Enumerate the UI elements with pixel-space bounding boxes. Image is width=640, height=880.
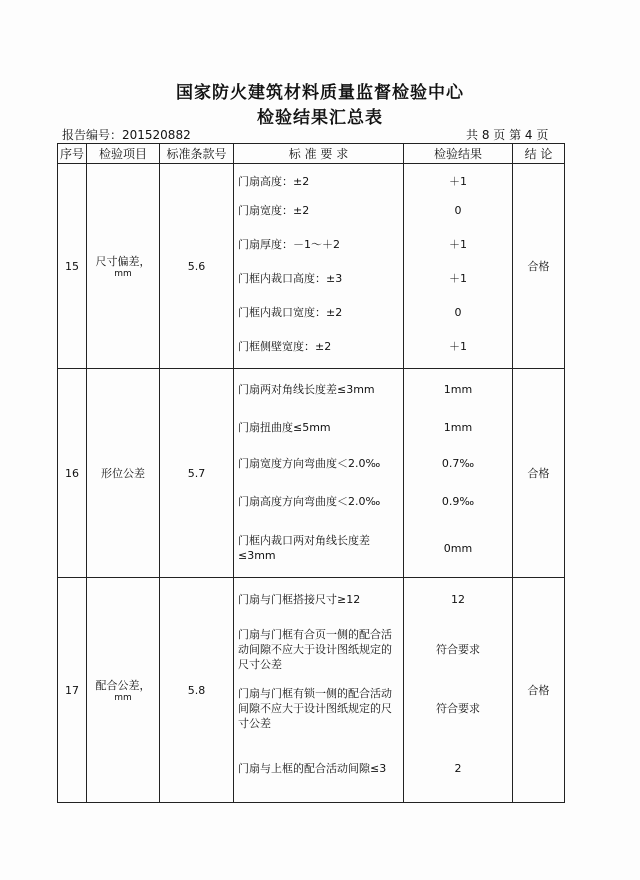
- result-value: ＋1: [449, 237, 467, 251]
- result-value: 0.9‰: [441, 494, 475, 508]
- requirement-text: 门扇宽度方向弯曲度＜2.0‰: [238, 457, 381, 470]
- test-item: [87, 164, 160, 369]
- results-table: [57, 143, 565, 803]
- header-clause: 标准条款号: [160, 144, 234, 164]
- row-number: 16: [58, 369, 87, 578]
- row-number: 15: [58, 164, 87, 369]
- result-value: ＋1: [449, 339, 467, 353]
- document-title: 国家防火建筑材料质量监督检验中心: [176, 83, 464, 103]
- requirement-text: 门扇与门框有合页一侧的配合活动间隙不应大于设计图纸规定的尺寸公差: [238, 627, 392, 671]
- result-cell: [404, 164, 513, 369]
- page-info: 共 8 页 第 4 页: [466, 128, 549, 142]
- header-no: 序号: [58, 144, 87, 164]
- requirement-cell: [234, 369, 404, 578]
- result-value: 0: [454, 203, 462, 217]
- requirement-text: 门框内裁口高度：±3: [238, 271, 343, 285]
- conclusion: 合格: [513, 578, 565, 803]
- result-value: 1mm: [443, 382, 473, 396]
- test-item-unit: mm: [114, 269, 132, 279]
- table-row-16: [58, 369, 565, 578]
- header-result: 检验结果: [404, 144, 513, 164]
- result-cell: [404, 369, 513, 578]
- result-value: 0mm: [443, 541, 473, 555]
- requirement-text: 门框内裁口宽度：±2: [238, 305, 343, 319]
- header-requirement: 标 准 要 求: [234, 144, 404, 164]
- requirement-text: 门框内裁口两对角线长度差≤3mm: [238, 534, 370, 562]
- test-item: [87, 578, 160, 803]
- row-number: 17: [58, 578, 87, 803]
- requirement-text: 门扇与门框搭接尺寸≥12: [238, 592, 361, 606]
- test-item-name: 尺寸偏差，: [95, 255, 151, 268]
- result-value: ＋1: [449, 174, 467, 188]
- test-item-name: 形位公差: [101, 467, 145, 480]
- document-subtitle: 检验结果汇总表: [257, 108, 383, 128]
- result-cell: [404, 578, 513, 803]
- result-value: 0.7‰: [441, 457, 475, 470]
- result-value: 12: [451, 592, 465, 606]
- test-item: [87, 369, 160, 578]
- requirement-text: 门扇两对角线长度差≤3mm: [238, 382, 375, 396]
- header-row: [58, 144, 565, 164]
- requirement-text: 门扇扭曲度≤5mm: [238, 420, 331, 434]
- report-number: 报告编号：201520882: [62, 128, 191, 142]
- table-row-15: [58, 164, 565, 369]
- result-value: 符合要求: [436, 701, 480, 715]
- requirement-text: 门扇高度方向弯曲度＜2.0‰: [238, 494, 381, 508]
- test-item-unit: mm: [114, 693, 132, 703]
- test-item-name: 配合公差，: [95, 679, 151, 692]
- table-row-17: [58, 578, 565, 803]
- clause-number: 5.7: [160, 369, 234, 578]
- result-value: 0: [454, 305, 462, 319]
- result-value: ＋1: [449, 271, 467, 285]
- requirement-cell: [234, 578, 404, 803]
- conclusion: 合格: [513, 164, 565, 369]
- header-conclusion: 结 论: [513, 144, 565, 164]
- result-value: 1mm: [443, 420, 473, 434]
- requirement-text: 门扇高度：±2: [238, 174, 310, 188]
- requirement-text: 门扇与上框的配合活动间隙≤3: [238, 761, 387, 775]
- requirement-text: 门扇宽度：±2: [238, 203, 310, 217]
- result-value: 符合要求: [436, 642, 480, 656]
- clause-number: 5.6: [160, 164, 234, 369]
- clause-number: 5.8: [160, 578, 234, 803]
- requirement-text: 门扇厚度：－1～＋2: [238, 237, 340, 251]
- header-item: 检验项目: [87, 144, 160, 164]
- requirement-text: 门框侧壁宽度：±2: [238, 339, 332, 353]
- result-value: 2: [454, 761, 462, 775]
- requirement-text: 门扇与门框有锁一侧的配合活动间隙不应大于设计图纸规定的尺寸公差: [238, 686, 392, 730]
- requirement-cell: [234, 164, 404, 369]
- conclusion: 合格: [513, 369, 565, 578]
